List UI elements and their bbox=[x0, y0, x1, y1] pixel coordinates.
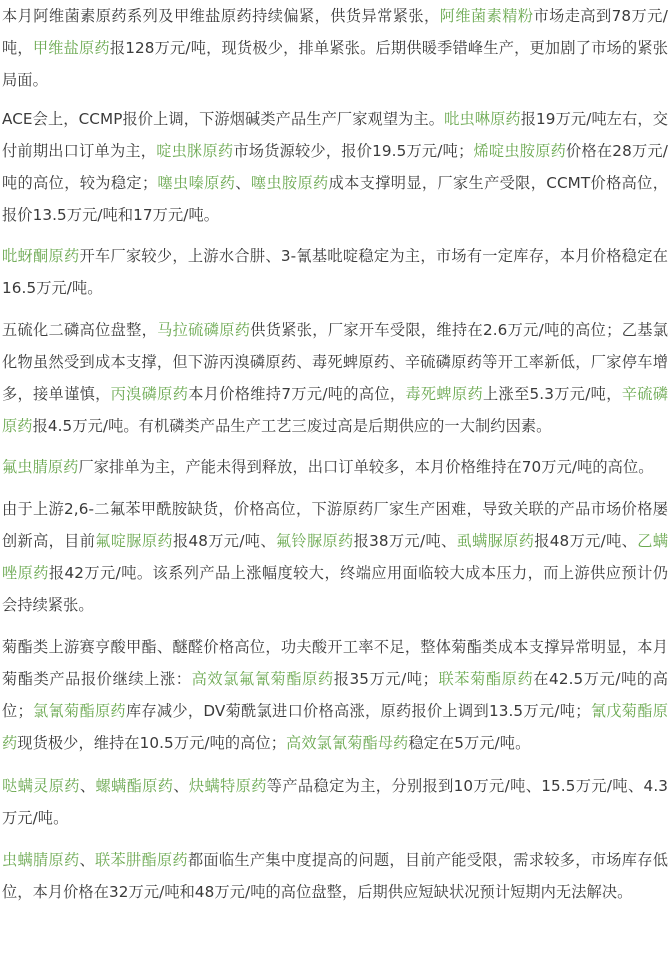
product-name: 高效氯氟氰菊酯原药 bbox=[191, 670, 334, 688]
product-name: 噻虫胺原药 bbox=[250, 174, 329, 192]
text-segment: 报42万元/吨。该系列产品上涨幅度较大，终端应用面临较大成本压力，而上游供应预计仍会持续紧张。 bbox=[2, 564, 668, 614]
text-segment: 、 bbox=[173, 777, 189, 795]
text-segment: 市场走高到78万元/吨， bbox=[2, 7, 668, 57]
product-name: 哒螨灵原药 bbox=[2, 777, 80, 795]
text-segment: 在42.5万元/吨的高位； bbox=[2, 670, 668, 720]
paragraph-chlorfenapyr bbox=[2, 844, 668, 908]
text-segment: ACE会上，CCMP报价上调，下游烟碱类产品生产厂家观望为主。 bbox=[2, 110, 445, 128]
text-segment: 本月价格维持7万元/吨的高位， bbox=[188, 385, 406, 403]
paragraph-acaricides bbox=[2, 770, 668, 834]
product-name: 阿维菌素精粉 bbox=[439, 7, 534, 25]
product-name: 马拉硫磷原药 bbox=[157, 321, 251, 339]
product-name: 虫螨腈原药 bbox=[2, 851, 80, 869]
product-name: 烯啶虫胺原药 bbox=[473, 142, 567, 160]
text-segment: 菊酯类上游赛亨酸甲酯、醚醛价格高位，功夫酸开工率不足，整体菊酯类成本支撑异常明显，本月菊酯类产品报价继续上涨： bbox=[2, 638, 668, 688]
text-segment: 报128万元/吨，现货极少，排单紧张。后期供暖季错峰生产，更加剧了市场的紧张局面。 bbox=[2, 39, 668, 89]
product-name: 吡虫啉原药 bbox=[444, 110, 521, 128]
product-name: 联苯菊酯原药 bbox=[437, 670, 534, 688]
text-segment: 报48万元/吨、 bbox=[172, 532, 276, 550]
paragraph-avermectin bbox=[2, 0, 668, 96]
text-segment: 报48万元/吨、 bbox=[534, 532, 638, 550]
product-name: 氟铃脲原药 bbox=[275, 532, 354, 550]
product-name: 螺螨酯原药 bbox=[95, 777, 174, 795]
paragraph-neonicotinoids bbox=[2, 103, 668, 231]
text-segment: 开车厂家较少，上游水合肼、3-氰基吡啶稳定为主，市场有一定库存，本月价格稳定在16.5万元/吨。 bbox=[2, 247, 668, 297]
paragraph-organophosphates bbox=[2, 314, 668, 442]
text-segment: 稳定在5万元/吨。 bbox=[408, 734, 531, 752]
text-segment: 现货极少，维持在10.5万元/吨的高位； bbox=[17, 734, 287, 752]
text-segment: 成本支撑明显，厂家生产受限，CCMT价格高位，报价13.5万元/吨和17万元/吨。 bbox=[2, 174, 668, 224]
product-name: 毒死蜱原药 bbox=[405, 385, 483, 403]
text-segment: 本月阿维菌素原药系列及甲维盐原药持续偏紧，供货异常紧张， bbox=[2, 7, 440, 25]
text-segment: 等产品稳定为主，分别报到10万元/吨、15.5万元/吨、4.3万元/吨。 bbox=[2, 777, 668, 827]
product-name: 乙螨唑原药 bbox=[2, 532, 668, 582]
product-name: 联苯肼酯原药 bbox=[94, 851, 188, 869]
paragraph-fipronil bbox=[2, 451, 668, 483]
text-segment: 、 bbox=[235, 174, 251, 192]
text-segment: 五硫化二磷高位盘整， bbox=[2, 321, 158, 339]
product-name: 氟啶脲原药 bbox=[95, 532, 173, 550]
product-name: 氟虫腈原药 bbox=[2, 458, 79, 476]
text-segment: 都面临生产集中度提高的问题，目前产能受限，需求较多，市场库存低位，本月价格在32万元/吨和48万元/吨的高位盘整，后期供应短缺状况预计短期内无法解决。 bbox=[2, 851, 668, 901]
text-segment: 供货紧张，厂家开车受限，维持在2.6万元/吨的高位；乙基氯化物虽然受到成本支撑，但下游丙溴磷原药、毒死蜱原药、辛硫磷原药等开工率新低，厂家停车增多，接单谨慎， bbox=[2, 321, 668, 403]
paragraph-pymetrozine bbox=[2, 240, 668, 304]
text-segment: 由于上游2,6-二氟苯甲酰胺缺货，价格高位，下游原药厂家生产困难，导致关联的产品市场价格屡创新高，目前 bbox=[2, 500, 668, 550]
text-segment: 库存减少，DV菊酰氯进口价格高涨，原药报价上调到13.5万元/吨； bbox=[125, 702, 591, 720]
product-name: 丙溴磷原药 bbox=[110, 385, 189, 403]
paragraph-benzoylureas bbox=[2, 493, 668, 621]
product-name: 甲维盐原药 bbox=[32, 39, 110, 57]
text-segment: 市场货源较少，报价19.5万元/吨； bbox=[233, 142, 474, 160]
text-segment: 报19万元/吨左右，交付前期出口订单为主， bbox=[2, 110, 668, 160]
text-segment: 报4.5万元/吨。有机磷类产品生产工艺三废过高是后期供应的一大制约因素。 bbox=[32, 417, 552, 435]
product-name: 氰戊菊酯原药 bbox=[2, 702, 668, 752]
text-segment: 报35万元/吨； bbox=[333, 670, 438, 688]
paragraph-pyrethroids bbox=[2, 631, 668, 759]
product-name: 虱螨脲原药 bbox=[456, 532, 535, 550]
text-segment: 、 bbox=[79, 777, 96, 795]
product-name: 氯氰菊酯原药 bbox=[32, 702, 126, 720]
product-name: 炔螨特原药 bbox=[188, 777, 267, 795]
text-segment: 上涨至5.3万元/吨， bbox=[482, 385, 622, 403]
product-name: 啶虫脒原药 bbox=[156, 142, 234, 160]
product-name: 高效氯氰菊酯母药 bbox=[286, 734, 409, 752]
text-segment: 报38万元/吨、 bbox=[353, 532, 457, 550]
product-name: 噻虫嗪原药 bbox=[157, 174, 236, 192]
text-segment: 厂家排单为主，产能未得到释放，出口订单较多，本月价格维持在70万元/吨的高位。 bbox=[78, 458, 654, 476]
product-name: 辛硫磷原药 bbox=[2, 385, 668, 435]
text-segment: 、 bbox=[79, 851, 95, 869]
product-name: 吡蚜酮原药 bbox=[2, 247, 80, 265]
text-segment: 价格在28万元/吨的高位，较为稳定； bbox=[2, 142, 668, 192]
